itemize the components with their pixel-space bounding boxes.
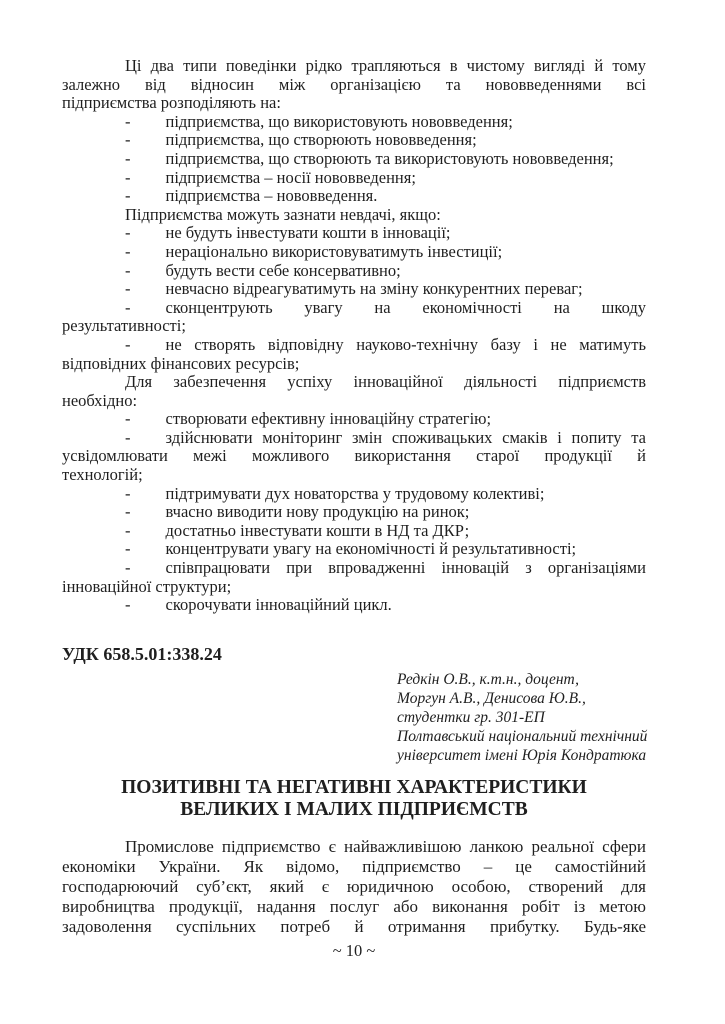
- bullet-dash: -: [125, 595, 131, 615]
- list-item-line: [62, 224, 646, 243]
- list-item-text: концентрувати увагу на економічності й результативності;: [165, 539, 577, 559]
- list-item-line: [62, 522, 646, 541]
- article-title: [62, 777, 646, 821]
- list-item-text: не будуть інвестувати кошти в інновації;: [165, 223, 451, 243]
- list-item-line: [62, 169, 646, 188]
- list-item-line: [62, 150, 646, 169]
- list-item-text: вчасно виводити нову продукцію на ринок;: [165, 502, 470, 522]
- bullet-dash: -: [125, 186, 131, 206]
- text-line: економіки України. Як відомо, підприємство – це самостійний: [62, 856, 646, 876]
- list-item-line: [62, 336, 646, 355]
- list-item-text: невчасно відреагуватимуть на зміну конкурентних переваг;: [165, 279, 583, 299]
- bullet-dash: -: [125, 502, 131, 522]
- text-line: залежно від відносин між організацією та нововведеннями всі: [62, 74, 646, 94]
- text-line: Промислове підприємство є найважливішою ланкою реальної сфери: [125, 836, 646, 856]
- list-item-line: [62, 280, 646, 299]
- list-item-text: підтримувати дух новаторства у трудовому колективі;: [165, 483, 545, 503]
- author-line: Полтавський національний технічний: [397, 727, 648, 745]
- list-item-text: створювати ефективну інноваційну стратегію;: [165, 409, 492, 429]
- list-item-line: [62, 559, 646, 578]
- text-line: виробництва продукції, надання послуг або виконання робіт із метою: [62, 896, 646, 916]
- list-item-text: сконцентрують увагу на економічності на шкоду: [165, 297, 646, 317]
- list-item-text: підприємства, що створюють та використовують нововведення;: [165, 148, 614, 168]
- list-item-line: [62, 243, 646, 262]
- bullet-dash: -: [125, 260, 131, 280]
- list-item-text: будуть вести себе консервативно;: [165, 260, 401, 280]
- udc-code: УДК 658.5.01:338.24: [62, 643, 222, 664]
- text-line: інноваційної структури;: [62, 576, 232, 596]
- text-line: задоволення суспільних потреб й отримання прибутку. Будь-яке: [62, 916, 646, 936]
- list-item-line: [62, 540, 646, 559]
- list-item-line: [62, 262, 646, 281]
- bullet-dash: -: [125, 167, 131, 187]
- list-item-line: [62, 410, 646, 429]
- text-line: господарюючий суб’єкт, який є юридичною особою, створений для: [62, 876, 646, 896]
- bullet-dash: -: [125, 297, 131, 317]
- text-line: технологій;: [62, 465, 143, 485]
- bullet-dash: -: [125, 223, 131, 243]
- text-line: усвідомлювати межі можливого використання старої продукції й: [62, 446, 646, 466]
- bullet-dash: -: [125, 558, 131, 578]
- body-text-block: [62, 57, 646, 615]
- author-line: студентки гр. 301-ЕП: [397, 708, 545, 726]
- bullet-dash: -: [125, 334, 131, 354]
- list-item-text: нераціонально використовуватимуть інвестиції;: [165, 241, 503, 261]
- authors-block: [397, 670, 646, 765]
- list-item-line: [62, 113, 646, 132]
- author-line: університет імені Юрія Кондратюка: [397, 746, 647, 764]
- list-item-line: [62, 503, 646, 522]
- list-item-line: [62, 596, 646, 615]
- list-item-line: [62, 485, 646, 504]
- document-content: [62, 57, 646, 937]
- bullet-dash: -: [125, 539, 131, 559]
- text-line: підприємства розподіляють на:: [62, 93, 281, 113]
- list-item-text: не створять відповідну науково-технічну базу і не матимуть: [165, 334, 646, 354]
- list-item-line: [62, 131, 646, 150]
- bullet-dash: -: [125, 241, 131, 261]
- text-line: Для забезпечення успіху інноваційної діяльності підприємств: [125, 372, 646, 392]
- text-line: відповідних фінансових ресурсів;: [62, 353, 300, 373]
- bullet-dash: -: [125, 130, 131, 150]
- list-item-text: підприємства, що використовують нововведення;: [165, 111, 513, 131]
- list-item-text: достатньо інвестувати кошти в НД та ДКР;: [165, 520, 470, 540]
- list-item-text: скорочувати інноваційний цикл.: [165, 595, 392, 615]
- list-item-line: [62, 429, 646, 448]
- list-item-text: співпрацювати при впровадженні інновацій з організаціями: [165, 558, 646, 578]
- bullet-dash: -: [125, 279, 131, 299]
- bullet-dash: -: [125, 111, 131, 131]
- list-item-line: [62, 187, 646, 206]
- text-line: Ці два типи поведінки рідко трапляються в чистому вигляді й тому: [125, 56, 646, 75]
- bullet-dash: -: [125, 148, 131, 168]
- list-item-text: підприємства, що створюють нововведення;: [165, 130, 477, 150]
- bullet-dash: -: [125, 427, 131, 447]
- page-number: ~ 10 ~: [332, 941, 376, 960]
- bullet-dash: -: [125, 409, 131, 429]
- author-line: Моргун А.В., Денисова Ю.В.,: [397, 689, 586, 707]
- list-item-text: підприємства – нововведення.: [165, 186, 378, 206]
- text-line: необхідно:: [62, 390, 138, 410]
- bullet-dash: -: [125, 483, 131, 503]
- text-line: результативності;: [62, 316, 186, 336]
- article-intro-block: [62, 837, 646, 937]
- list-item-line: [62, 299, 646, 318]
- bullet-dash: -: [125, 520, 131, 540]
- author-line: Редкін О.В., к.т.н., доцент,: [397, 670, 579, 688]
- text-line: Підприємства можуть зазнати невдачі, якщо:: [125, 204, 441, 224]
- list-item-text: здійснювати моніторинг змін споживацьких смаків і попиту та: [165, 427, 646, 447]
- article-title-line2: ВЕЛИКИХ І МАЛИХ ПІДПРИЄМСТВ: [180, 798, 528, 820]
- list-item-text: підприємства – носії нововведення;: [165, 167, 416, 187]
- article-title-line1: ПОЗИТИВНІ ТА НЕГАТИВНІ ХАРАКТЕРИСТИКИ: [121, 776, 587, 798]
